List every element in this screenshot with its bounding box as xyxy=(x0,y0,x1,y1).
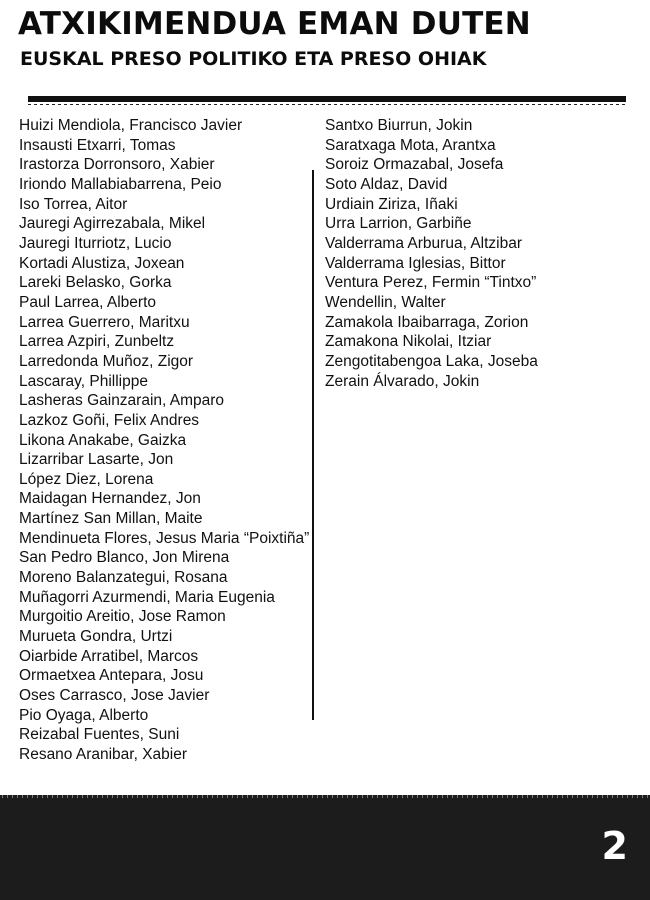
list-item: Murgoitio Areitio, Jose Ramon xyxy=(19,608,226,626)
list-item: Oses Carrasco, Jose Javier xyxy=(19,687,210,705)
page-number: 2 xyxy=(601,824,628,868)
list-item: Valderrama Arburua, Altzibar xyxy=(325,234,523,252)
list-item: Saratxaga Mota, Arantxa xyxy=(325,136,496,154)
list-item: Ormaetxea Antepara, Josu xyxy=(19,667,204,685)
footer-band xyxy=(0,798,650,900)
list-item: Resano Aranibar, Xabier xyxy=(19,746,188,763)
page-title: ATXIKIMENDUA EMAN DUTEN xyxy=(18,6,531,42)
list-item: Wendellin, Walter xyxy=(325,293,446,311)
list-item: Jauregi Agirrezabala, Mikel xyxy=(19,215,206,233)
list-item: Larredonda Muñoz, Zigor xyxy=(19,352,194,370)
list-item: Zamakona Nikolai, Itziar xyxy=(325,333,492,351)
list-item: Zamakola Ibaibarraga, Zorion xyxy=(325,313,529,331)
list-item: Martínez San Millan, Maite xyxy=(19,510,203,528)
list-item: Reizabal Fuentes, Suni xyxy=(19,726,180,744)
list-item: Lazkoz Goñi, Felix Andres xyxy=(19,411,200,429)
list-item: Lizarribar Lasarte, Jon xyxy=(19,451,174,469)
list-item: Soroiz Ormazabal, Josefa xyxy=(325,156,504,174)
page-subtitle: EUSKAL PRESO POLITIKO ETA PRESO OHIAK xyxy=(20,48,487,70)
list-item: Irastorza Dorronsoro, Xabier xyxy=(19,156,215,174)
names-list-right xyxy=(325,116,625,391)
list-item: Zengotitabengoa Laka, Joseba xyxy=(325,352,538,370)
list-item: San Pedro Blanco, Jon Mirena xyxy=(19,549,230,567)
list-item: Maidagan Hernandez, Jon xyxy=(19,490,201,508)
list-item: Murueta Gondra, Urtzi xyxy=(19,628,173,646)
list-item: Muñagorri Azurmendi, Maria Eugenia xyxy=(19,588,275,606)
names-list-left xyxy=(19,116,309,765)
list-item: Paul Larrea, Alberto xyxy=(19,293,157,311)
list-item: Valderrama Iglesias, Bittor xyxy=(325,254,506,272)
header-rule xyxy=(28,96,626,102)
list-item: Lareki Belasko, Gorka xyxy=(19,274,172,292)
list-item: Insausti Etxarri, Tomas xyxy=(19,136,176,154)
list-item: Huizi Mendiola, Francisco Javier xyxy=(19,117,243,134)
list-item: Urdiain Ziriza, Iñaki xyxy=(325,195,458,213)
list-item: Zerain Álvarado, Jokin xyxy=(325,372,480,390)
list-item: Soto Aldaz, David xyxy=(325,175,448,193)
list-item: Mendinueta Flores, Jesus Maria “Poixtiña” xyxy=(19,529,310,547)
list-item: Urra Larrion, Garbiñe xyxy=(325,215,472,233)
list-item: Larrea Azpiri, Zunbeltz xyxy=(19,333,175,351)
list-item: Larrea Guerrero, Maritxu xyxy=(19,313,190,331)
list-item: Jauregi Iturriotz, Lucio xyxy=(19,234,172,252)
list-item: Lascaray, Phillippe xyxy=(19,372,148,390)
list-item: Iriondo Mallabiabarrena, Peio xyxy=(19,175,222,193)
list-item: Kortadi Alustiza, Joxean xyxy=(19,254,185,272)
list-item: Iso Torrea, Aitor xyxy=(19,195,128,213)
column-divider xyxy=(312,170,314,720)
list-item: López Diez, Lorena xyxy=(19,470,154,488)
list-item: Ventura Perez, Fermin “Tintxo” xyxy=(325,274,537,292)
list-item: Oiarbide Arratibel, Marcos xyxy=(19,647,199,665)
list-item: Pio Oyaga, Alberto xyxy=(19,706,149,724)
header-rule-dotted xyxy=(28,104,626,105)
list-item: Lasheras Gainzarain, Amparo xyxy=(19,392,225,410)
list-item: Santxo Biurrun, Jokin xyxy=(325,117,473,134)
list-item: Likona Anakabe, Gaizka xyxy=(19,431,187,449)
list-item: Moreno Balanzategui, Rosana xyxy=(19,569,228,587)
